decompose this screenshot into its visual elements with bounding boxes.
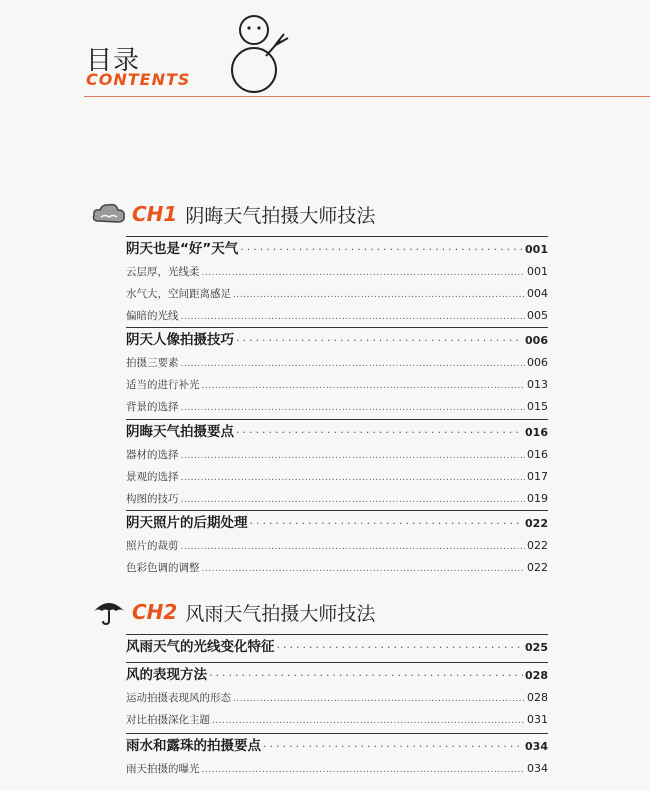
chapter-number: CH1	[132, 202, 178, 226]
toc-minor-entry[interactable]: 照片的裁剪 ..... 022	[126, 535, 548, 557]
page-number: 034	[527, 762, 548, 775]
page-number: 022	[527, 539, 548, 552]
chapter-number: CH2	[132, 600, 178, 624]
toc-minor-entry[interactable]: 适当的进行补光 ..... 013	[126, 374, 548, 396]
page-number: 016	[527, 448, 548, 461]
umbrella-icon	[92, 599, 126, 625]
page-number: 022	[525, 517, 548, 530]
page-title: 目录	[86, 46, 141, 76]
page-number: 006	[527, 356, 548, 369]
toc-minor-entry[interactable]: 水气大，空间距离感足 ..... 004	[126, 283, 548, 305]
page-number: 019	[527, 492, 548, 505]
toc-minor-entry[interactable]: 构图的技巧 ..... 019	[126, 488, 548, 510]
chapter-title: 阴晦天气拍摄大师技法	[185, 204, 376, 227]
page-number: 031	[527, 713, 548, 726]
toc-minor-entry[interactable]: 偏暗的光线 ..... 005	[126, 305, 548, 327]
snowman-icon	[214, 8, 298, 94]
page-number: 034	[525, 740, 548, 753]
toc-minor-entry[interactable]: 背景的选择 ..... 015	[126, 396, 548, 418]
chapter-2-heading	[92, 596, 375, 628]
toc-section	[126, 419, 548, 510]
chapter-1-heading	[92, 198, 375, 230]
header-divider	[84, 96, 650, 97]
toc-minor-entry[interactable]: 雨天拍摄的曝光 ..... 034	[126, 758, 548, 780]
toc-section	[126, 662, 548, 731]
toc-section	[126, 327, 548, 418]
toc-minor-entry[interactable]: 运动拍摄表现风的形态 ..... 028	[126, 687, 548, 709]
toc-minor-entry[interactable]: 器材的选择 ..... 016	[126, 444, 548, 466]
toc-minor-entry[interactable]: 景观的选择 ..... 017	[126, 466, 548, 488]
page-number: 017	[527, 470, 548, 483]
page-number: 028	[525, 669, 548, 682]
page-number: 004	[527, 287, 548, 300]
toc-major-entry[interactable]: 风雨天气的光线变化特征 ····· 025	[126, 635, 548, 659]
toc-minor-entry[interactable]: 色彩色调的调整 ..... 022	[126, 557, 548, 579]
toc-major-entry[interactable]: 阴天照片的后期处理 ····· 022	[126, 511, 548, 535]
toc-major-entry[interactable]: 阴天也是“好”天气 ····· 001	[126, 237, 548, 261]
toc-major-entry[interactable]: 阴晦天气拍摄要点 ····· 016	[126, 420, 548, 444]
toc-major-entry[interactable]: 风的表现方法 ····· 028	[126, 663, 548, 687]
toc-section	[126, 510, 548, 579]
toc-minor-entry[interactable]: 对比拍摄深化主题 ..... 031	[126, 709, 548, 731]
toc-major-entry[interactable]: 雨水和露珠的拍摄要点 ····· 034	[126, 734, 548, 758]
page-number: 022	[527, 561, 548, 574]
toc-minor-entry[interactable]: 云层厚，光线柔 ..... 001	[126, 261, 548, 283]
page-number: 025	[525, 641, 548, 654]
page-number: 016	[525, 426, 548, 439]
page-number: 015	[527, 400, 548, 413]
page-number: 013	[527, 378, 548, 391]
page-number: 028	[527, 691, 548, 704]
page-number: 005	[527, 309, 548, 322]
toc-section	[126, 634, 548, 659]
cloud-icon	[92, 201, 126, 227]
chapter-title: 风雨天气拍摄大师技法	[185, 602, 376, 625]
page-subtitle: CONTENTS	[86, 70, 191, 89]
toc-major-entry[interactable]: 阴天人像拍摄技巧 ····· 006	[126, 328, 548, 352]
toc-section	[126, 236, 548, 327]
page-number: 006	[525, 334, 548, 347]
page-number: 001	[525, 243, 548, 256]
toc-section	[126, 733, 548, 780]
page-number: 001	[527, 265, 548, 278]
toc-minor-entry[interactable]: 拍摄三要素 ..... 006	[126, 352, 548, 374]
